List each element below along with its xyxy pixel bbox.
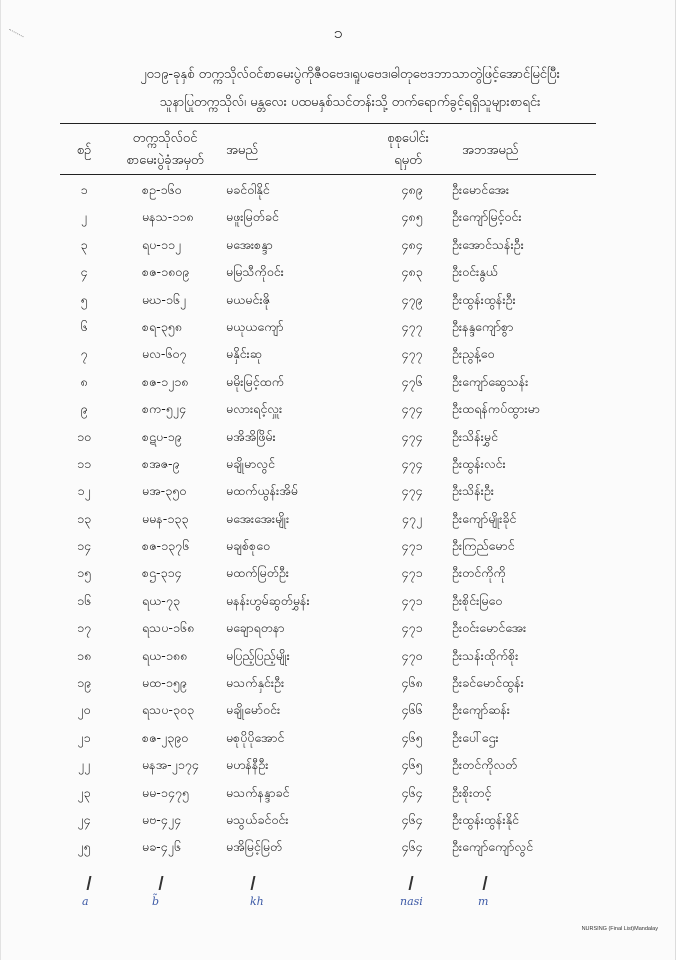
father-name-cell: ဦးတင်ကိုကို (452, 565, 506, 581)
table-row (0, 698, 676, 725)
name-cell: မသွယ်ခင်ဝင်း (226, 811, 289, 827)
marks-cell: ၄၇၁ (401, 538, 423, 554)
exam-number-cell: ရယ-၇၃ (142, 592, 180, 608)
father-name-cell: ဦးဝင်းမောင်အေး (452, 620, 527, 636)
father-name-cell: ဦးပေါ်ဌေး (452, 729, 499, 745)
exam-number-cell: မမန-၁၃၃ (142, 510, 189, 526)
exam-number-cell: စဇ-၁၃၇၆ (142, 538, 190, 554)
father-name-cell: ဦးထွန်းထွန်းဦး (452, 291, 516, 307)
name-cell: မချစ်စုဝေ (226, 538, 271, 554)
tick-mark (483, 876, 488, 890)
marks-cell: ၄၇၄ (401, 428, 423, 444)
signature-ticks (0, 876, 676, 916)
father-name-cell: ဦးသိန်းမွှင် (452, 428, 498, 444)
header-father-name: အဘအမည် (462, 143, 519, 158)
serial-cell: ၁၅ (76, 565, 92, 581)
name-cell: မထက်ယွန်းအိမ် (226, 483, 298, 499)
header-total-marks-line-1: စုစုပေါင်း (387, 131, 429, 146)
marks-cell: ၄၆၄ (401, 839, 423, 855)
marks-cell: ၄၇၇ (401, 318, 423, 334)
signature-initial: m (478, 895, 489, 908)
father-name-cell: ဦးစိုင်းမြဝေ (452, 592, 503, 608)
table-row (0, 726, 676, 753)
exam-number-cell: စဇ-၁၂၁၈ (142, 373, 189, 389)
serial-cell: ၁၁ (76, 455, 92, 471)
table-row (0, 534, 676, 561)
table-row (0, 479, 676, 506)
signature-initial: kh (250, 895, 264, 908)
father-name-cell: ဦးအောင်သန်းဦး (452, 236, 524, 252)
father-name-cell: ဦးစိုးတင့် (452, 784, 492, 800)
father-name-cell: ဦးထွန်းထွန်းနိုင် (452, 811, 519, 827)
serial-cell: ၂ (80, 209, 88, 225)
signature-initial: b̃ (152, 895, 160, 908)
marks-cell: ၄၈၄ (401, 236, 423, 252)
serial-cell: ၃ (80, 236, 88, 252)
name-cell: မနှိင်းဆု (226, 346, 262, 362)
father-name-cell: ဦးညွန့်ဝေ (452, 346, 495, 362)
exam-number-cell: မမ-၁၄၇၅ (142, 784, 189, 800)
table-row (0, 589, 676, 616)
table-header-rule (60, 174, 596, 175)
signature-initial: nasi (400, 895, 423, 908)
name-cell: မချောရတနာ (226, 620, 285, 636)
name-cell: မအေးအေးမျိုး (226, 510, 290, 526)
father-name-cell: ဦးကျော်ကျော်လွင် (452, 839, 534, 855)
exam-number-cell: စရ-၃၅၈ (142, 318, 182, 334)
name-cell: မဟန်နီဦး (226, 757, 269, 773)
marks-cell: ၄၇၇ (401, 346, 423, 362)
name-cell: မခင်ဝါနိုင် (226, 182, 270, 197)
name-cell: မသက်နှင်းဦး (226, 675, 285, 691)
serial-cell: ၁ (80, 182, 88, 197)
marks-cell: ၄၆၅ (401, 757, 423, 773)
header-exam-number (110, 128, 220, 172)
table-body (0, 178, 676, 863)
serial-cell: ၁၃ (76, 510, 92, 526)
page-number: ၁ (333, 23, 343, 42)
table-row (0, 616, 676, 643)
serial-cell: ၁၇ (76, 620, 92, 636)
marks-cell: ၄၆၅ (401, 729, 423, 745)
exam-number-cell: စအဇ-၉ (142, 455, 180, 471)
table-row (0, 835, 676, 862)
father-name-cell: ဦးကြည်မောင် (452, 538, 515, 554)
father-name-cell: ဦးကျော်မျိုးခိုင် (452, 510, 517, 526)
exam-number-cell: စဇ-၁၈၀၉ (142, 264, 190, 280)
table-row (0, 205, 676, 232)
exam-number-cell: မခ-၄၂၆ (142, 839, 181, 855)
exam-number-cell: မနအ-၂၁၇၄ (142, 757, 199, 773)
name-cell: မအိအိဖြိမ်း (226, 428, 276, 444)
document-title-line-1: ၂၀၁၉-ခုနှစ် တက္ကသိုလ်ဝင်စာမေးပွဲကိုဇီဝဗေဒ၊ရူပဗေဒ၊ဓါတုဗေဒဘာသာတွဲဖြင့်အောင်မြင်ပြီး (140, 67, 560, 82)
father-name-cell: ဦးနန္ဒကျော်စွာ (452, 318, 514, 334)
marks-cell: ၄၇၁ (401, 592, 423, 608)
marks-cell: ၄၇၄ (401, 455, 423, 471)
header-name: အမည် (226, 143, 258, 158)
marks-cell: ၄၇၆ (401, 373, 423, 389)
serial-cell: ၁၆ (76, 592, 92, 608)
name-cell: မဖူးမြတ်ခင် (226, 209, 279, 225)
marks-cell: ၄၇၄ (401, 483, 423, 499)
exam-number-cell: ရသပ-၃၀၃ (142, 702, 194, 718)
document-title-line-2: သူနာပြုတက္ကသိုလ်၊ မန္တလေး ပထမနှစ်သင်တန်းသို့ တက်ရောက်ခွင့်ရရှိသူများစာရင်း (159, 95, 541, 110)
father-name-cell: ဦးထွန်းလင်း (452, 455, 506, 471)
table-row (0, 233, 676, 260)
header-exam-number-line-1: တက္ကသိုလ်ဝင် (132, 131, 198, 146)
serial-cell: ၄ (80, 264, 88, 280)
table-row (0, 644, 676, 671)
name-cell: မမြသီကိုဝင်း (226, 264, 284, 280)
serial-cell: ၂၃ (77, 784, 91, 800)
table-row (0, 288, 676, 315)
name-cell: မနန်းဟွမ်ဆွတ်မွှန်း (226, 592, 310, 608)
table-row (0, 507, 676, 534)
table-row (0, 397, 676, 424)
table-row (0, 671, 676, 698)
marks-cell: ၄၆၄ (401, 784, 423, 800)
exam-number-cell: မနသ-၁၁၈ (142, 209, 194, 225)
exam-number-cell: စဥ-၁၆၀ (142, 182, 182, 197)
serial-cell: ၂၄ (77, 811, 91, 827)
exam-number-cell: မထ-၁၅၉ (142, 675, 187, 691)
name-cell: မလားရင့်လှူး (226, 401, 283, 417)
serial-cell: ၂၅ (77, 839, 91, 855)
name-cell: မစုပိုပိုအောင် (226, 729, 285, 745)
serial-cell: ၂၁ (77, 729, 91, 745)
father-name-cell: ဦးသန်းထိုက်စိုး (452, 647, 519, 663)
marks-cell: ၄၇၉ (401, 291, 423, 307)
table-row (0, 808, 676, 835)
serial-cell: ၇ (80, 346, 88, 362)
serial-cell: ၈ (80, 373, 88, 389)
marks-cell: ၄၆၈ (401, 675, 423, 691)
marks-cell: ၄၈၉ (401, 182, 423, 197)
marks-cell: ၄၇၀ (401, 647, 423, 663)
tick-mark (87, 876, 92, 890)
tick-mark (251, 876, 256, 890)
serial-cell: ၅ (80, 291, 88, 307)
name-cell: မအေးစန္ဒာ (226, 236, 273, 252)
serial-cell: ၁၂ (77, 483, 91, 499)
name-cell: မယုယကျော် (226, 318, 284, 334)
exam-number-cell: ရယ-၁၈၈ (142, 647, 188, 663)
marks-cell: ၄၈၃ (401, 264, 423, 280)
exam-number-cell: မဃ-၁၆၂ (142, 291, 187, 307)
exam-number-cell: ရပ-၁၁၂ (142, 236, 182, 252)
exam-number-cell: စဋပ-၁၉ (142, 428, 182, 444)
exam-number-cell: မဗ-၄၂၄ (142, 811, 181, 827)
table-row (0, 342, 676, 369)
marks-cell: ၄၆၆ (401, 702, 423, 718)
tick-mark (159, 876, 164, 890)
exam-number-cell: မအ-၃၅၀ (142, 483, 187, 499)
marks-cell: ၄၆၄ (401, 811, 423, 827)
exam-number-cell: စဇ-၂၃၉၀ (142, 729, 189, 745)
exam-number-cell: မလ-၆၀၇ (142, 346, 187, 362)
tick-mark (409, 876, 414, 890)
name-cell: မထက်မြတ်ဦး (226, 565, 289, 581)
marks-cell: ၄၈၅ (401, 209, 423, 225)
name-cell: မပြည့်ပြည့်မျိုး (226, 647, 290, 663)
father-name-cell: ဦးမောင်အေး (452, 182, 510, 197)
marks-cell: ၄၇၂ (401, 510, 423, 526)
father-name-cell: ဦးကျော်ဆန်း (452, 702, 510, 718)
father-name-cell: ဦးကျော်ဆွေသန်း (452, 373, 529, 389)
table-row (0, 561, 676, 588)
header-total-marks-line-2: ရမှတ် (394, 153, 422, 168)
serial-cell: ၁၄ (76, 538, 92, 554)
serial-cell: ၉ (80, 401, 88, 417)
exam-number-cell: စက-၅၂၄ (142, 401, 186, 417)
header-serial: စဉ် (76, 143, 92, 158)
serial-cell: ၂၂ (77, 757, 91, 773)
table-row (0, 315, 676, 342)
serial-cell: ၁၈ (76, 647, 92, 663)
signature-initial: a (82, 895, 89, 908)
marks-cell: ၄၇၄ (401, 401, 423, 417)
exam-number-cell: စဌ-၃၁၄ (142, 565, 182, 581)
father-name-cell: ဦးထရန်ကပ်ထွားမာ (452, 401, 540, 417)
serial-cell: ၁၉ (76, 675, 92, 691)
father-name-cell: ဦးတင်ကိုလတ် (452, 757, 518, 773)
table-row (0, 781, 676, 808)
footer-note: NURSING (Final List)Mandalay (581, 926, 658, 932)
serial-cell: ၆ (80, 318, 88, 334)
serial-cell: ၁၀ (76, 428, 92, 444)
header-total-marks (368, 128, 448, 172)
table-row (0, 260, 676, 287)
marks-cell: ၄၇၁ (401, 620, 423, 636)
serial-cell: ၂၀ (77, 702, 91, 718)
name-cell: မသက်နန္ဒာခင် (226, 784, 290, 800)
exam-number-cell: ရသပ-၁၆၈ (142, 620, 195, 636)
father-name-cell: ဦးဝင်းနွယ် (452, 264, 498, 280)
table-row (0, 753, 676, 780)
father-name-cell: ဦးသိန်းဦး (452, 483, 494, 499)
father-name-cell: ဦးခင်မောင်ထွန်း (452, 675, 524, 691)
table-row (0, 370, 676, 397)
table-top-rule (60, 123, 596, 124)
name-cell: မယမင်းဇို (226, 291, 270, 307)
marks-cell: ၄၇၁ (401, 565, 423, 581)
name-cell: မချိုမော်ဝင်း (226, 702, 281, 718)
table-row (0, 178, 676, 205)
header-exam-number-line-2: စာမေးပွဲခုံအမှတ် (126, 153, 204, 168)
name-cell: မမိုးမြင့်ထက် (226, 373, 284, 389)
name-cell: မချိုမာလွင် (226, 455, 275, 471)
table-row (0, 452, 676, 479)
table-row (0, 425, 676, 452)
name-cell: မအိမြင့်မြတ် (226, 839, 283, 855)
father-name-cell: ဦးကျော်မြင့်ဝင်း (452, 209, 522, 225)
